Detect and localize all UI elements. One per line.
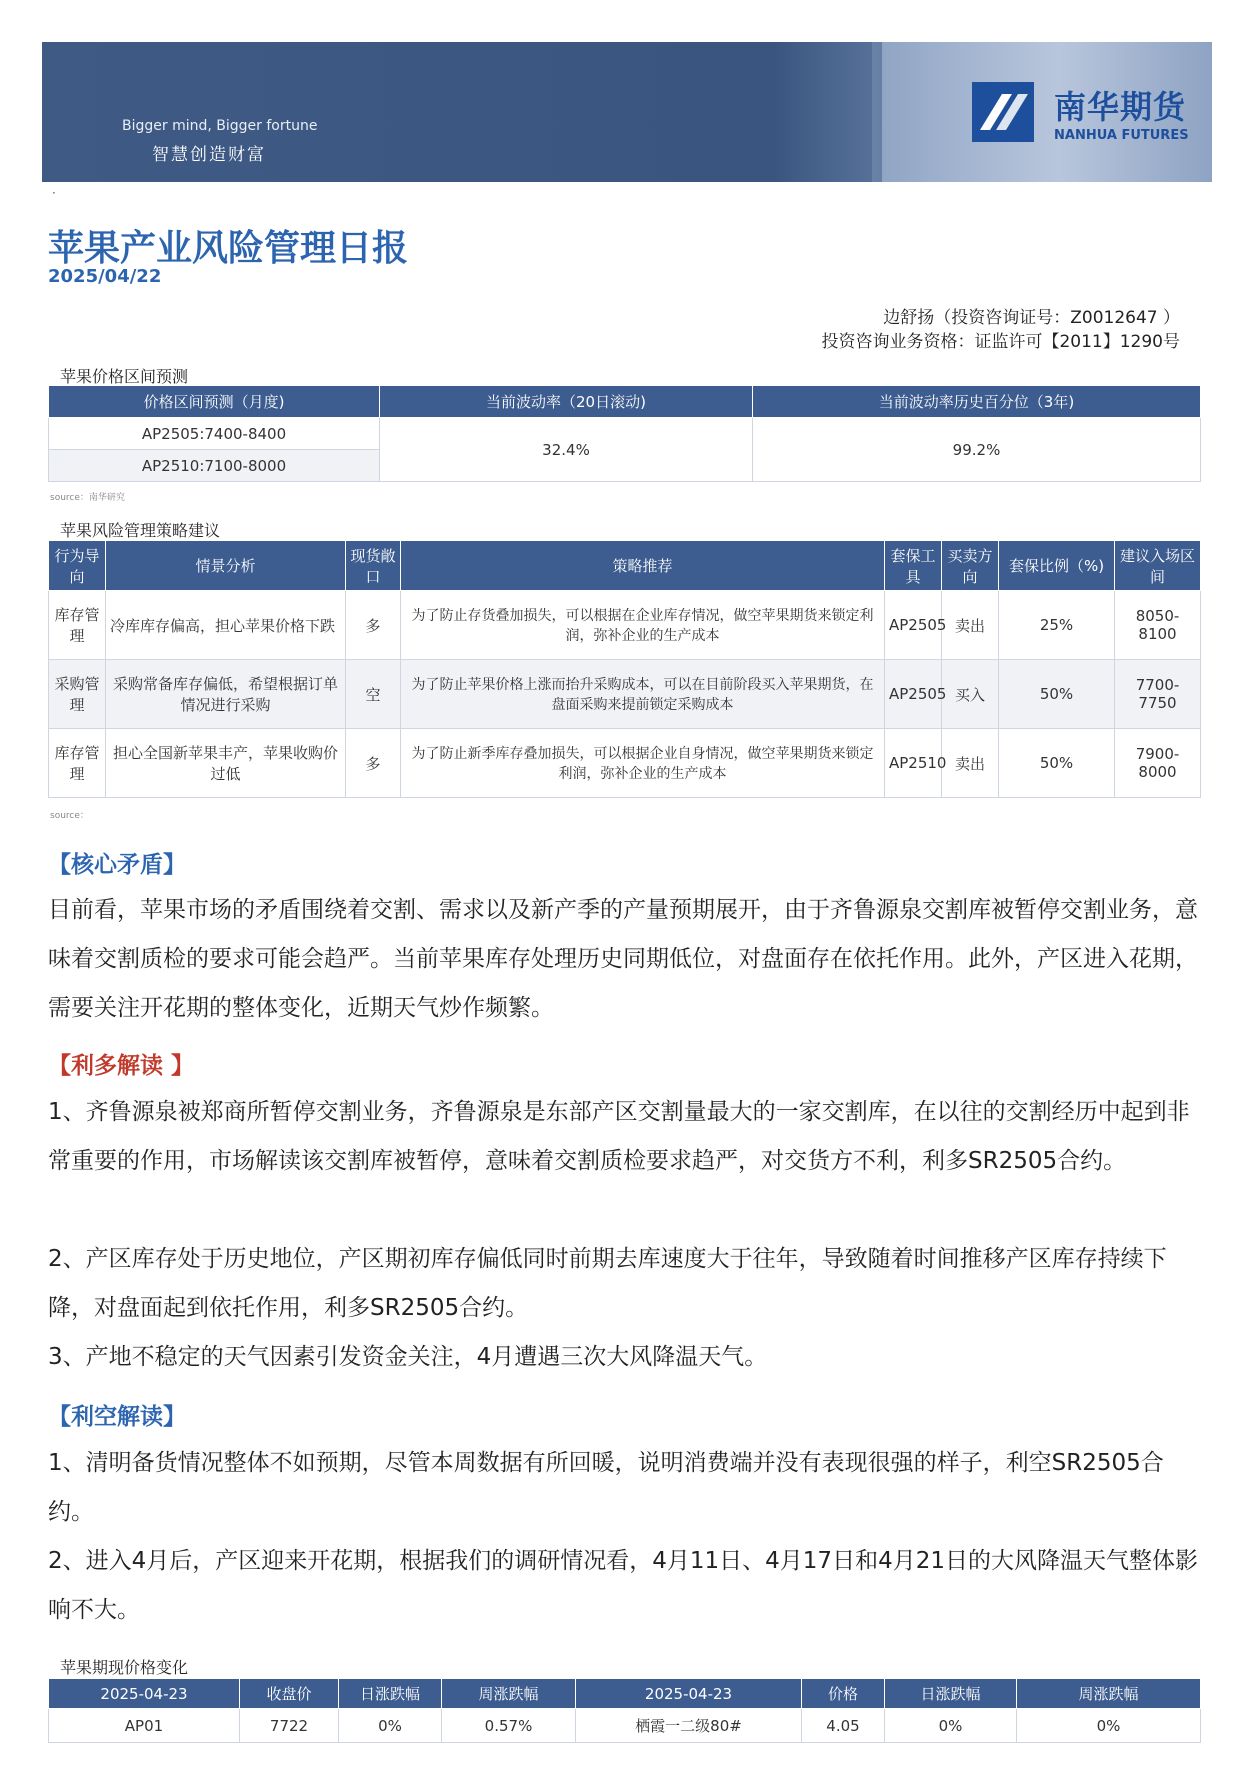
bullish-item: 3、产地不稳定的天气因素引发资金关注，4月遭遇三次大风降温天气。	[48, 1344, 768, 1370]
strategy-cell: 为了防止存货叠加损失，可以根据在企业库存情况，做空苹果期货来锁定利润，弥补企业的生产成本	[401, 591, 885, 660]
source-note: source：南华研究	[50, 493, 125, 503]
behavior-cell: 库存管理	[49, 729, 106, 798]
bullish-heading: 【利多解读 】	[48, 1053, 195, 1079]
table-header: 当前波动率（20日滚动)	[380, 386, 753, 418]
scenario-cell: 担心全国新苹果丰产，苹果收购价过低	[106, 729, 346, 798]
contract-cell: AP01	[49, 1709, 240, 1743]
price-range-cell: AP2510:7100-8000	[49, 450, 380, 482]
spot-grade-cell: 栖霞一二级80#	[576, 1709, 802, 1743]
strategy-table-label: 苹果风险管理策略建议	[60, 521, 221, 540]
tool-cell: AP2510	[885, 729, 942, 798]
core-heading: 【核心矛盾】	[48, 852, 186, 878]
daily-change-cell: 0%	[339, 1709, 442, 1743]
license-line: 投资咨询业务资格：证监许可【2011】1290号	[821, 332, 1180, 352]
header-banner	[42, 42, 1212, 182]
table-header: 2025-04-23	[576, 1679, 802, 1709]
ratio-cell: 50%	[999, 729, 1115, 798]
table-header: 周涨跌幅	[442, 1679, 576, 1709]
price-range-cell: AP2505:7400-8400	[49, 418, 380, 450]
bullish-item: 1、齐鲁源泉被郑商所暂停交割业务，齐鲁源泉是东部产区交割量最大的一家交割库，在以往的交割经历中起到非常重要的作用，市场解读该交割库被暂停，意味着交割质检要求趋严，对交货方不利，利多SR2505合约。	[48, 1099, 1190, 1174]
exposure-cell: 多	[346, 591, 401, 660]
scenario-cell: 冷库库存偏高，担心苹果价格下跌	[106, 591, 346, 660]
weekly-change-cell: 0.57%	[442, 1709, 576, 1743]
table-header: 套保比例（%)	[999, 541, 1115, 591]
daily-change-cell: 0%	[885, 1709, 1017, 1743]
core-paragraph: 目前看，苹果市场的矛盾围绕着交割、需求以及新产季的产量预期展开，由于齐鲁源泉交割库被暂停交割业务，意味着交割质检的要求可能会趋严。当前苹果库存处理历史同期低位，对盘面存在依托作用。此外，产区进入花期，需要关注开花期的整体变化，近期天气炒作频繁。	[48, 897, 1198, 1021]
slogan-english: Bigger mind, Bigger fortune	[122, 118, 318, 134]
table-header: 收盘价	[240, 1679, 339, 1709]
direction-cell: 卖出	[942, 729, 999, 798]
table-header: 价格区间预测（月度)	[49, 386, 380, 418]
table-header: 当前波动率历史百分位（3年)	[753, 386, 1201, 418]
table-row	[49, 591, 1201, 660]
bearish-heading: 【利空解读】	[48, 1404, 186, 1430]
table-header: 2025-04-23	[49, 1679, 240, 1709]
direction-cell: 买入	[942, 660, 999, 729]
volatility-cell: 32.4%	[380, 418, 753, 482]
exposure-cell: 空	[346, 660, 401, 729]
report-title: 苹果产业风险管理日报	[48, 228, 409, 269]
entry-range-cell: 7700-7750	[1115, 660, 1201, 729]
percentile-cell: 99.2%	[753, 418, 1201, 482]
behavior-cell: 采购管理	[49, 660, 106, 729]
table-header: 买卖方向	[942, 541, 999, 591]
author-info	[821, 306, 1180, 354]
price-table-label: 苹果价格区间预测	[60, 367, 189, 386]
banner-gradient	[772, 42, 882, 182]
table-row	[49, 729, 1201, 798]
direction-cell: 卖出	[942, 591, 999, 660]
close-price-cell: 7722	[240, 1709, 339, 1743]
spot-price-cell: 4.05	[802, 1709, 885, 1743]
bearish-item: 2、进入4月后，产区迎来开花期，根据我们的调研情况看，4月11日、4月17日和4月21日的大风降温天气整体影响不大。	[48, 1548, 1198, 1623]
table-header: 套保工具	[885, 541, 942, 591]
behavior-cell: 库存管理	[49, 591, 106, 660]
table-row	[49, 660, 1201, 729]
bearish-item: 1、清明备货情况整体不如预期，尽管本周数据有所回暖，说明消费端并没有表现很强的样子，利空SR2505合约。	[48, 1450, 1164, 1525]
entry-range-cell: 8050-8100	[1115, 591, 1201, 660]
bullet-dot: ·	[52, 186, 56, 200]
logo-text-chinese: 南华期货	[1054, 88, 1187, 126]
author-line: 边舒扬（投资咨询证号：Z0012647 ）	[883, 308, 1180, 328]
report-date: 2025/04/22	[48, 266, 162, 287]
slogan-chinese: 智慧创造财富	[152, 145, 266, 165]
spot-table-label: 苹果期现价格变化	[60, 1658, 189, 1677]
table-row	[49, 1709, 1201, 1743]
table-header: 日涨跌幅	[339, 1679, 442, 1709]
logo-text-english: NANHUA FUTURES	[1054, 128, 1189, 143]
nanhua-logo-icon	[972, 82, 1034, 142]
bullish-item: 2、产区库存处于历史地位，产区期初库存偏低同时前期去库速度大于往年，导致随着时间推移产区库存持续下降，对盘面起到依托作用，利多SR2505合约。	[48, 1246, 1167, 1321]
ratio-cell: 25%	[999, 591, 1115, 660]
source-note: source：	[50, 811, 89, 821]
price-range-table	[48, 385, 1201, 482]
weekly-change-cell: 0%	[1017, 1709, 1201, 1743]
strategy-cell: 为了防止新季库存叠加损失，可以根据企业自身情况，做空苹果期货来锁定利润，弥补企业的生产成本	[401, 729, 885, 798]
table-header: 周涨跌幅	[1017, 1679, 1201, 1709]
strategy-cell: 为了防止苹果价格上涨而抬升采购成本，可以在目前阶段买入苹果期货，在盘面采购来提前锁定采购成本	[401, 660, 885, 729]
table-header: 建议入场区间	[1115, 541, 1201, 591]
table-header: 现货敞口	[346, 541, 401, 591]
entry-range-cell: 7900-8000	[1115, 729, 1201, 798]
scenario-cell: 采购常备库存偏低，希望根据订单情况进行采购	[106, 660, 346, 729]
exposure-cell: 多	[346, 729, 401, 798]
ratio-cell: 50%	[999, 660, 1115, 729]
table-header: 价格	[802, 1679, 885, 1709]
tool-cell: AP2505	[885, 660, 942, 729]
strategy-table	[48, 540, 1201, 798]
table-header: 策略推荐	[401, 541, 885, 591]
table-header: 行为导向	[49, 541, 106, 591]
table-header: 日涨跌幅	[885, 1679, 1017, 1709]
tool-cell: AP2505	[885, 591, 942, 660]
table-header: 情景分析	[106, 541, 346, 591]
spot-price-table	[48, 1678, 1201, 1743]
